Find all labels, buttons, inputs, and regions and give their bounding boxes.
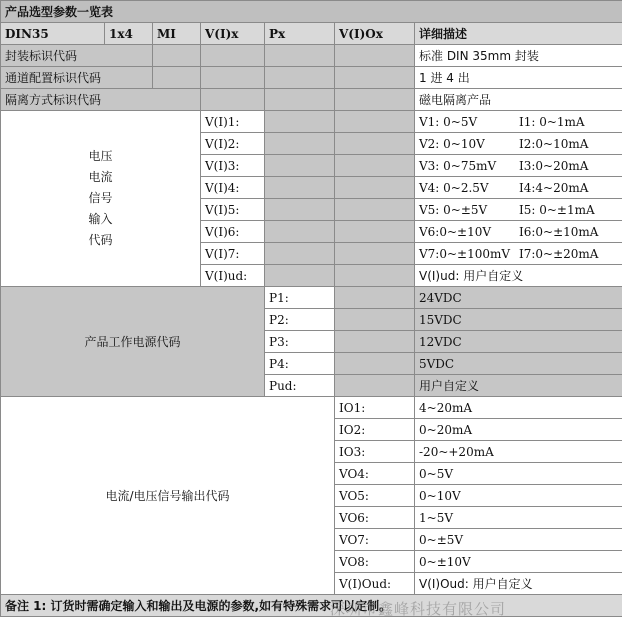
- header-cell: DIN35: [1, 23, 105, 45]
- input-description: V3: 0~75mV I3:0~20mA: [415, 155, 622, 177]
- header-cell: 1x4: [105, 23, 153, 45]
- power-code: P4:: [265, 353, 335, 375]
- input-code: V(I)4:: [201, 177, 265, 199]
- order-note: 备注 1: 订货时需确定输入和输出及电源的参数,如有特殊需求可以定制。: [1, 595, 622, 617]
- output-code: VO6:: [335, 507, 415, 529]
- header-cell: 详细描述: [415, 23, 622, 45]
- table-row: [1, 45, 622, 67]
- input-code: V(I)6:: [201, 221, 265, 243]
- table-row: [1, 67, 622, 89]
- output-description: V(I)Oud: 用户自定义: [415, 573, 622, 595]
- table-row: [1, 89, 622, 111]
- output-description: 0~±5V: [415, 529, 622, 551]
- output-code: VO5:: [335, 485, 415, 507]
- output-code: VO8:: [335, 551, 415, 573]
- input-code: V(I)1:: [201, 111, 265, 133]
- input-description: V5: 0~±5V I5: 0~±1mA: [415, 199, 622, 221]
- row-label: 通道配置标识代码: [1, 67, 153, 89]
- power-description: 24VDC: [415, 287, 622, 309]
- input-description: V7:0~±100mV I7:0~±20mA: [415, 243, 622, 265]
- input-code-label: 电压 电流 信号 输入 代码: [1, 111, 201, 287]
- power-description: 15VDC: [415, 309, 622, 331]
- output-code: V(I)Oud:: [335, 573, 415, 595]
- output-code: IO3:: [335, 441, 415, 463]
- input-code: V(I)3:: [201, 155, 265, 177]
- row-label: 隔离方式标识代码: [1, 89, 201, 111]
- output-code: VO4:: [335, 463, 415, 485]
- table-row: [1, 397, 622, 419]
- power-description: 5VDC: [415, 353, 622, 375]
- input-description: V2: 0~10V I2:0~10mA: [415, 133, 622, 155]
- input-code: V(I)5:: [201, 199, 265, 221]
- output-code-label: 电流/电压信号输出代码: [1, 397, 335, 595]
- output-description: 4~20mA: [415, 397, 622, 419]
- row-label: 封装标识代码: [1, 45, 153, 67]
- table-row: [1, 111, 622, 133]
- header-cell: V(I)x: [201, 23, 265, 45]
- input-code: V(I)ud:: [201, 265, 265, 287]
- output-description: 0~±10V: [415, 551, 622, 573]
- header-row: [1, 23, 622, 45]
- output-description: -20~+20mA: [415, 441, 622, 463]
- row-description: 1 进 4 出: [415, 67, 622, 89]
- power-code: P1:: [265, 287, 335, 309]
- power-code: P2:: [265, 309, 335, 331]
- input-code: V(I)7:: [201, 243, 265, 265]
- table-row: [1, 287, 622, 309]
- output-code: IO2:: [335, 419, 415, 441]
- output-description: 0~20mA: [415, 419, 622, 441]
- output-code: VO7:: [335, 529, 415, 551]
- power-code: Pud:: [265, 375, 335, 397]
- table-title: 产品选型参数一览表: [1, 1, 622, 23]
- input-description: V1: 0~5V I1: 0~1mA: [415, 111, 622, 133]
- input-code: V(I)2:: [201, 133, 265, 155]
- header-cell: Px: [265, 23, 335, 45]
- input-description: V(I)ud: 用户自定义: [415, 265, 622, 287]
- header-cell: MI: [153, 23, 201, 45]
- input-description: V4: 0~2.5V I4:4~20mA: [415, 177, 622, 199]
- row-description: 标准 DIN 35mm 封装: [415, 45, 622, 67]
- power-description: 12VDC: [415, 331, 622, 353]
- output-description: 1~5V: [415, 507, 622, 529]
- row-description: 磁电隔离产品: [415, 89, 622, 111]
- power-code-label: 产品工作电源代码: [1, 287, 265, 397]
- power-description: 用户自定义: [415, 375, 622, 397]
- input-description: V6:0~±10V I6:0~±10mA: [415, 221, 622, 243]
- power-code: P3:: [265, 331, 335, 353]
- output-code: IO1:: [335, 397, 415, 419]
- header-cell: V(I)Ox: [335, 23, 415, 45]
- company-watermark: 深圳市鑫峰科技有限公司: [330, 598, 506, 619]
- output-description: 0~10V: [415, 485, 622, 507]
- output-description: 0~5V: [415, 463, 622, 485]
